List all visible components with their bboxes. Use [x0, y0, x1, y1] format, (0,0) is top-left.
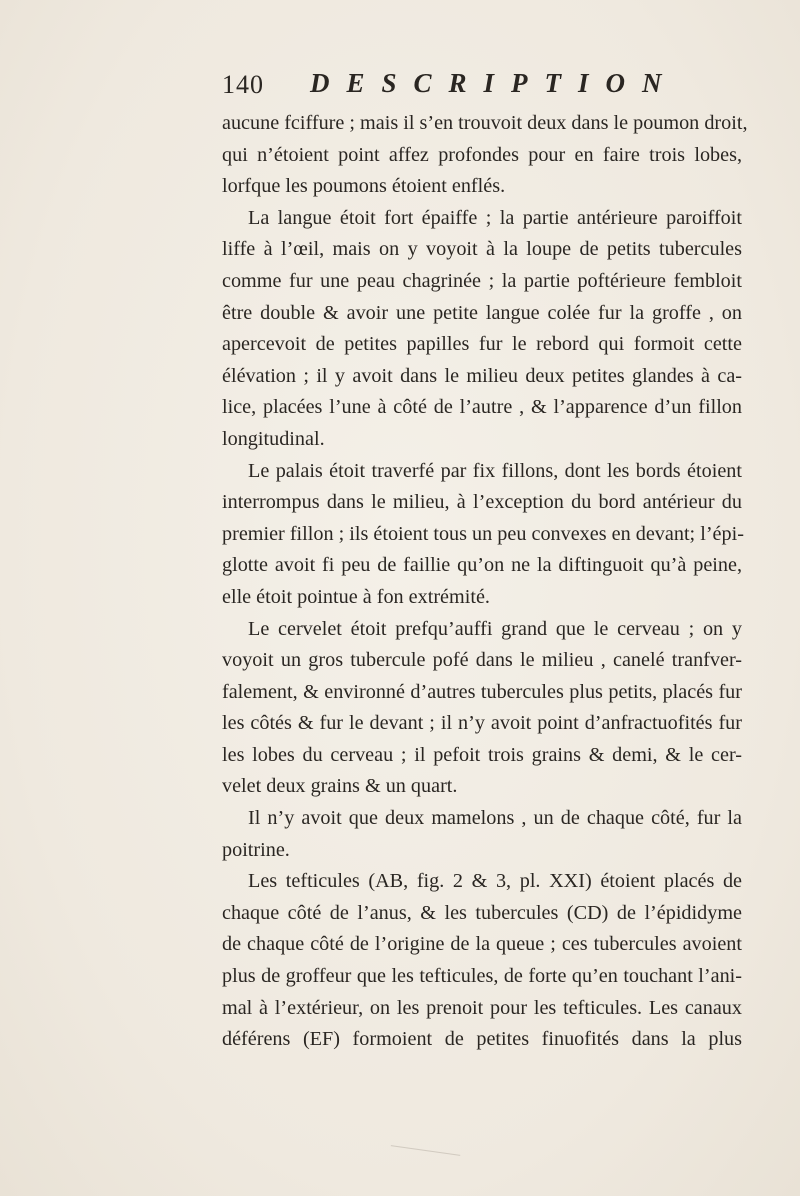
- text-line: Les tefticules (AB, fig. 2 & 3, pl. XXI) étoient placés de: [248, 870, 742, 893]
- text-line: interrompus dans le milieu, à l’exception du bord antérieur du: [222, 491, 742, 514]
- text-line: premier fillon ; ils étoient tous un peu convexes en devant; l’épi-: [222, 522, 744, 545]
- text-line: être double & avoir une petite langue colée fur la groffe , on: [222, 301, 742, 324]
- text-line: longitudinal.: [222, 427, 325, 450]
- text-line: Le cervelet étoit prefqu’auffi grand que le cerveau ; on y: [248, 617, 742, 640]
- text-line: lice, placées l’une à côté de l’autre , & l’apparence d’un fillon: [222, 396, 742, 419]
- text-line: comme fur une peau chagrinée ; la partie poftérieure fembloit: [222, 269, 742, 292]
- text-line: plus de groffeur que les tefticules, de forte qu’en touchant l’ani-: [222, 965, 742, 988]
- text-line: apercevoit de petites papilles fur le rebord qui formoit cette: [222, 333, 742, 356]
- text-line: liffe à l’œil, mais on y voyoit à la loupe de petits tubercules: [222, 238, 742, 261]
- text-line: qui n’étoient point affez profondes pour en faire trois lobes,: [222, 143, 742, 166]
- text-line: déférens (EF) formoient de petites finuofités dans la plus: [222, 1028, 742, 1051]
- text-line: elle étoit pointue à fon extrémité.: [222, 585, 490, 608]
- text-line: aucune fciffure ; mais il s’en trouvoit deux dans le poumon droit,: [222, 112, 748, 134]
- text-line: voyoit un gros tubercule pofé dans le milieu , canelé tranfver-: [222, 649, 742, 672]
- text-line: La langue étoit fort épaiffe ; la partie antérieure paroiffoit: [248, 206, 742, 229]
- text-line: poitrine.: [222, 838, 290, 861]
- text-line: Le palais étoit traverfé par fix fillons, dont les bords étoient: [248, 459, 742, 482]
- body-text: [222, 108, 748, 1056]
- text-line: velet deux grains & un quart.: [222, 775, 458, 798]
- running-head: [222, 70, 722, 106]
- paper-mark: [390, 1145, 461, 1164]
- text-line: Il n’y avoit que deux mamelons , un de chaque côté, fur la: [248, 807, 742, 830]
- header-title: DESCRIPTION: [310, 68, 679, 98]
- text-line: élévation ; il y avoit dans le milieu deux petites glandes à ca-: [222, 364, 742, 387]
- text-line: les côtés & fur le devant ; il n’y avoit point d’anfractuofités fur: [222, 712, 742, 735]
- text-line: lorfque les poumons étoient enflés.: [222, 175, 506, 198]
- text-line: les lobes du cerveau ; il pefoit trois grains & demi, & le cer-: [222, 743, 742, 766]
- text-line: glotte avoit fi peu de faillie qu’on ne la diftinguoit qu’à peine,: [222, 554, 742, 577]
- text-line: mal à l’extérieur, on les prenoit pour les tefticules. Les canaux: [222, 996, 742, 1019]
- page-number: 140: [222, 70, 264, 99]
- text-line: falement, & environné d’autres tubercules plus petits, placés fur: [222, 680, 742, 703]
- text-line: de chaque côté de l’origine de la queue ; ces tubercules avoient: [222, 933, 742, 956]
- text-line: chaque côté de l’anus, & les tubercules (CD) de l’épididyme: [222, 901, 742, 924]
